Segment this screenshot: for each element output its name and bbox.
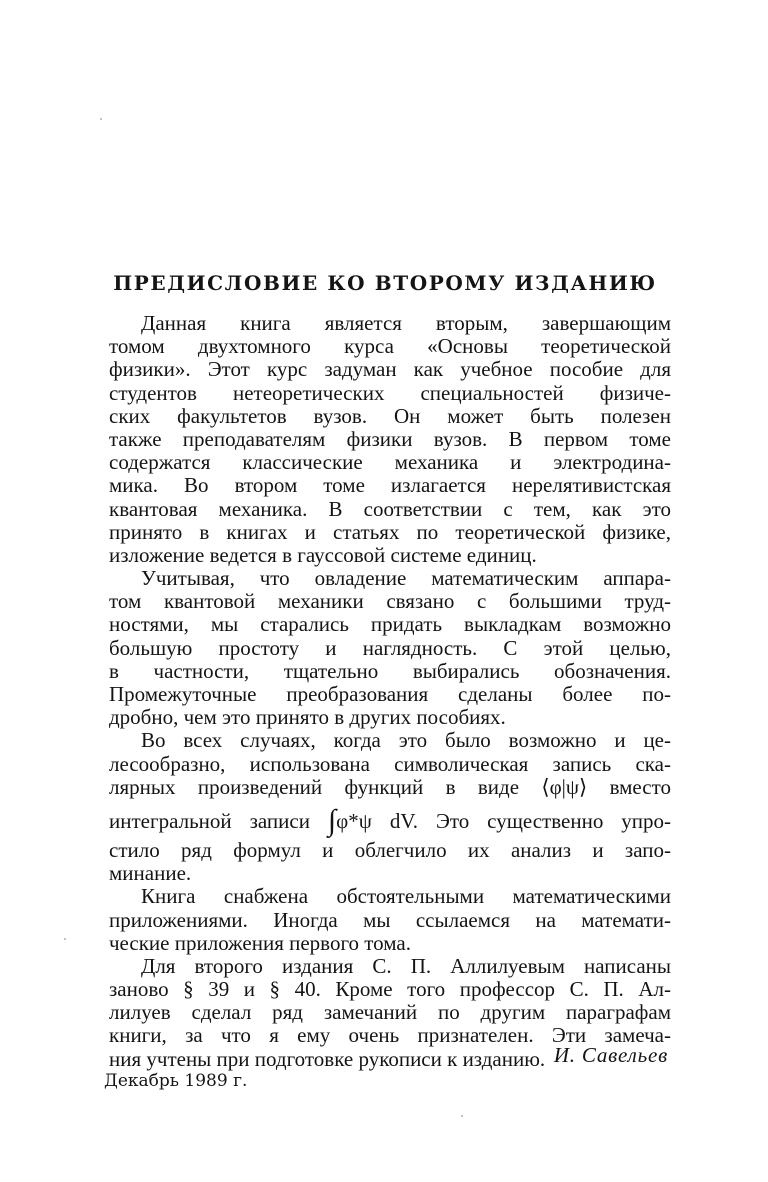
integral-sign: ∫ (327, 803, 337, 837)
formula-text-before: интегральной записи (109, 808, 310, 833)
text-line: большую простоту и наглядность. С этой целью, (109, 635, 671, 660)
text-line: том квантовой механики связано с большими труд- (109, 589, 671, 614)
scan-speck (64, 938, 66, 940)
text-line: мика. Во втором томе излагается нерелятивистская (109, 473, 671, 498)
text-line: ностями, мы старались придать выкладкам возможно (109, 612, 671, 637)
text-line: содержатся классические механика и электродина- (109, 450, 671, 475)
text-line: также преподавателям физики вузов. В первом томе (109, 426, 671, 451)
preface-date: Декабрь 1989 г. (104, 1071, 248, 1091)
text-line: Промежуточные преобразования сделаны более по- (109, 682, 671, 706)
text-line: Книга снабжена обстоятельными математическими (141, 884, 671, 909)
text-line: принято в книгах и статьях по теоретической физике, (109, 519, 671, 544)
scan-speck (100, 118, 102, 120)
text-line: книги, за что я ему очень признателен. Эти замеча- (109, 1023, 671, 1048)
text-line: заново § 39 и § 40. Кроме того профессор С. П. Ал- (109, 977, 671, 1002)
text-line: в частности, тщательно выбирались обозначения. (109, 658, 671, 683)
text-line: лесообразно, использована символическая запись ска- (109, 751, 671, 776)
text-line: физики». Этот курс задуман как учебное пособие для (109, 357, 671, 382)
text-line: студентов нетеоретических специальностей физиче- (109, 380, 671, 405)
text-line: квантовая механика. В соответствии с тем, как это (109, 496, 671, 521)
text-line: Данная книга является вторым, завершающим (141, 311, 671, 335)
formula-line (109, 799, 671, 839)
text-line: приложениями. Иногда мы ссылаемся на математи- (109, 907, 671, 932)
text-line: лилуев сделал ряд замечаний по другим параграфам (109, 1000, 671, 1025)
text-line: Для второго издания С. П. Аллилуевым написаны (141, 953, 671, 978)
page-title: ПРЕДИСЛОВИЕ КО ВТОРОМУ ИЗДАНИЮ (113, 271, 657, 295)
text-line: дробно, чем это принято в других пособиях. (109, 705, 506, 730)
formula-integrand: φ*ψ dV. (336, 808, 419, 833)
text-line: ских факультетов вузов. Он может быть полезен (109, 403, 671, 428)
text-line: ческие приложения первого тома. (109, 930, 411, 955)
text-line: изложение ведется в гауссовой системе единиц. (109, 542, 537, 567)
text-line: стило ряд формул и облегчило их анализ и запо- (109, 837, 671, 862)
author-signature: И. Савельев (553, 1043, 668, 1067)
text-line: Во всех случаях, когда это было возможно и це- (141, 728, 671, 753)
text-line: ния учтены при подготовке рукописи к изданию. (109, 1046, 546, 1071)
text-line: лярных произведений функций в виде ⟨φ|ψ⟩ вместо (109, 774, 671, 799)
text-line: томом двухтомного курса «Основы теоретической (109, 334, 671, 359)
text-line: минание. (109, 861, 192, 886)
scan-speck (461, 1115, 463, 1117)
preface-body (109, 312, 671, 1071)
text-line: Учитывая, что овладение математическим аппара- (141, 566, 671, 591)
formula-text-after: Это существенно упро- (435, 808, 671, 833)
